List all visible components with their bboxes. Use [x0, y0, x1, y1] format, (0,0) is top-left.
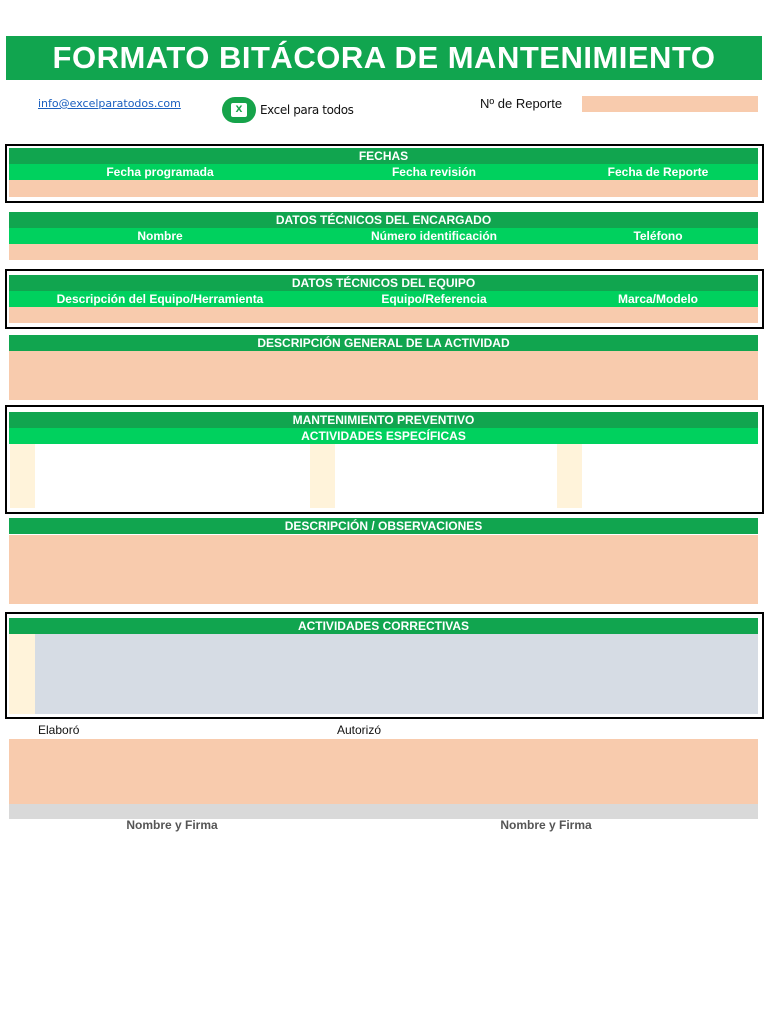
col-numero-identificacion: Número identificación: [370, 229, 498, 243]
nombre-firma-elaboro: Nombre y Firma: [126, 818, 218, 832]
observaciones-header: DESCRIPCIÓN / OBSERVACIONES: [9, 518, 758, 534]
correctivas-header: ACTIVIDADES CORRECTIVAS: [9, 618, 758, 634]
correctivas-text-area[interactable]: [35, 634, 758, 714]
logo-text: Excel para todos: [260, 103, 354, 117]
nombre-firma-autorizo: Nombre y Firma: [500, 818, 592, 832]
encargado-header: DATOS TÉCNICOS DEL ENCARGADO: [9, 212, 758, 228]
col-equipo-referencia: Equipo/Referencia: [381, 292, 487, 306]
col-telefono: Teléfono: [633, 229, 683, 243]
brand-logo: [222, 97, 354, 123]
correctivas-check[interactable]: [9, 634, 35, 714]
fechas-columns: [9, 164, 758, 180]
equipo-header: DATOS TÉCNICOS DEL EQUIPO: [9, 275, 758, 291]
col-fecha-revision: Fecha revisión: [391, 165, 477, 179]
fechas-header: FECHAS: [9, 148, 758, 164]
fechas-input-row[interactable]: [9, 180, 758, 197]
encargado-input-row[interactable]: [9, 244, 758, 260]
col-marca-modelo: Marca/Modelo: [617, 292, 699, 306]
elaboro-label: Elaboró: [38, 723, 80, 737]
preventivo-header: MANTENIMIENTO PREVENTIVO: [9, 412, 758, 428]
autorizo-label: Autorizó: [337, 723, 382, 737]
equipo-input-row[interactable]: [9, 307, 758, 323]
col-descripcion-equipo: Descripción del Equipo/Herramienta: [56, 292, 264, 306]
page-title: FORMATO BITÁCORA DE MANTENIMIENTO: [6, 36, 762, 80]
col-fecha-programada: Fecha programada: [106, 165, 214, 179]
actividad-header: DESCRIPCIÓN GENERAL DE LA ACTIVIDAD: [9, 335, 758, 351]
signature-line: [9, 804, 758, 819]
actividad-text-area[interactable]: [9, 351, 758, 400]
observaciones-text-area[interactable]: [9, 535, 758, 604]
logo-mark-letter: X: [231, 103, 247, 117]
equipo-columns: [9, 291, 758, 307]
actividad-check-3[interactable]: [557, 444, 582, 508]
encargado-columns: [9, 228, 758, 244]
actividad-check-1[interactable]: [10, 444, 35, 508]
email-link[interactable]: info@excelparatodos.com: [38, 97, 181, 110]
actividades-especificas-grid: [9, 444, 758, 508]
excel-logo-icon: [222, 97, 256, 123]
report-number-field[interactable]: [582, 96, 758, 112]
signature-area[interactable]: [9, 739, 758, 804]
actividades-especificas-header: ACTIVIDADES ESPECÍFICAS: [9, 428, 758, 444]
col-fecha-reporte: Fecha de Reporte: [607, 165, 709, 179]
actividad-check-2[interactable]: [310, 444, 335, 508]
col-nombre: Nombre: [137, 229, 183, 243]
report-number-label: Nº de Reporte: [480, 96, 563, 111]
